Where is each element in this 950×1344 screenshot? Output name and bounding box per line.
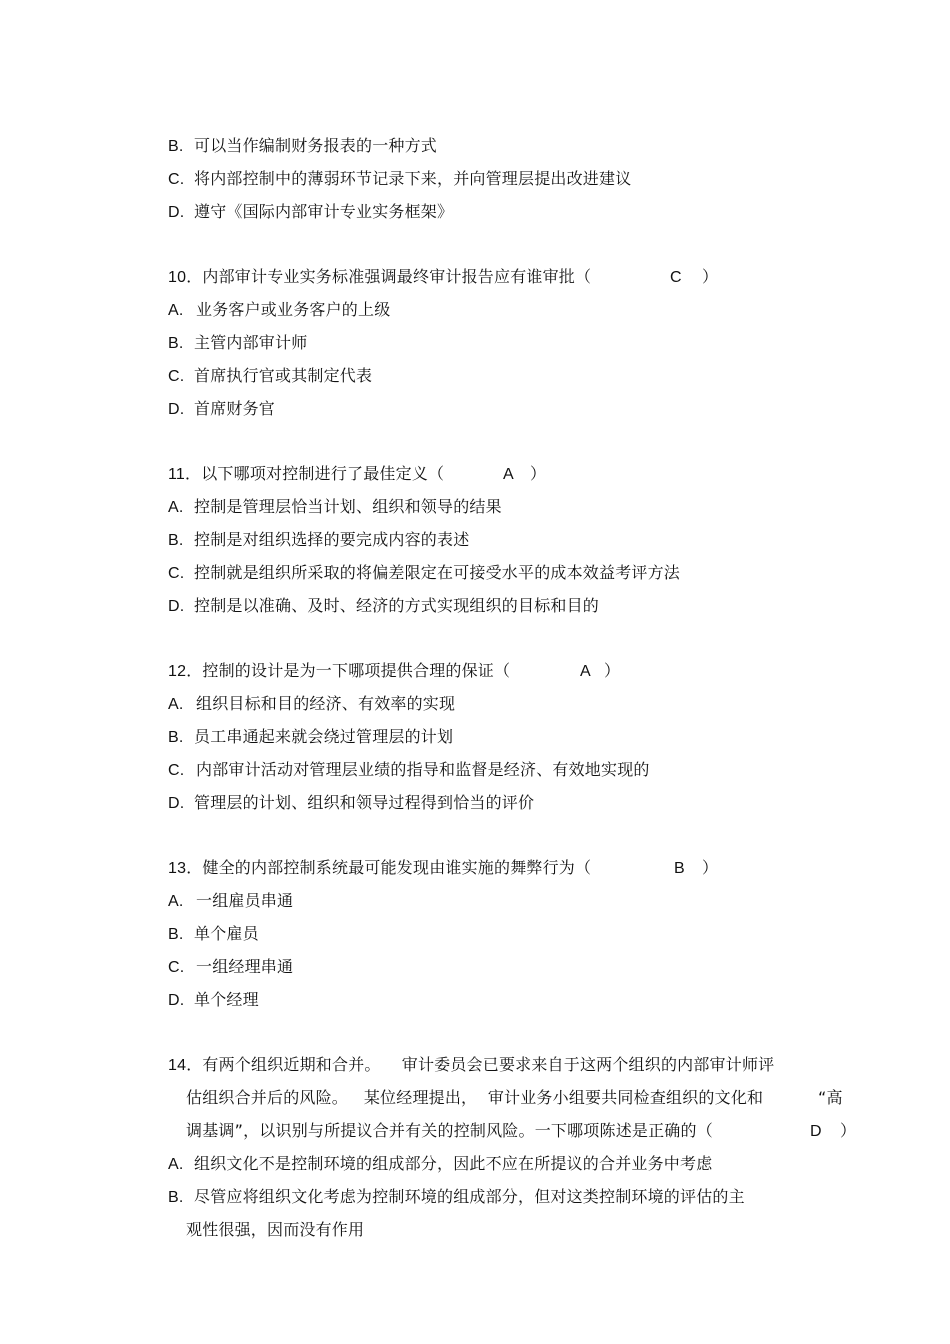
question-number: 11． [168,466,202,483]
option-letter: B. [168,1189,184,1206]
option-12-a [168,694,455,715]
question-text: 调基调”，以识别与所提议合并有关的控制风险。一下哪项陈述是正确的（ [186,1121,713,1140]
answer-letter: A [580,663,591,680]
option-12-b [168,727,453,748]
option-text: 单个雇员 [194,924,259,943]
question-14-stem-line-3 [186,1121,713,1141]
option-text: 内部审计活动对管理层业绩的指导和监督是经济、有效地实现的 [196,760,650,779]
option-letter: B. [168,335,184,352]
option-13-a [168,891,293,912]
question-14-stem-line-1 [168,1055,774,1076]
question-12-close: ） [604,661,621,680]
option-letter: C. [168,565,185,582]
question-14-close: ） [840,1121,857,1140]
option-12-d [168,793,534,814]
question-14-answer [810,1121,822,1142]
option-14-b [168,1187,745,1208]
option-14-b-continued [186,1220,364,1240]
option-text: 主管内部审计师 [194,333,308,352]
question-text: 控制的设计是为一下哪项提供合理的保证（ [202,661,511,680]
question-11-stem [168,464,444,485]
option-text: 首席财务官 [194,399,276,418]
answer-letter: C [670,269,682,286]
answer-letter: B [674,860,685,877]
option-letter: D. [168,795,185,812]
question-12-stem [168,661,510,682]
question-text: 健全的内部控制系统最可能发现由谁实施的舞弊行为（ [202,858,592,877]
question-12-answer [580,661,591,682]
question-text: “高 [818,1088,843,1107]
option-text: 单个经理 [194,990,259,1009]
question-11-answer [503,464,514,485]
question-13-answer [674,858,685,879]
option-prev-d [168,202,453,223]
option-10-b [168,333,307,354]
option-letter: B. [168,138,184,155]
option-text: 组织目标和目的经济、有效率的实现 [196,694,456,713]
option-letter: C. [168,959,185,976]
question-number: 14． [168,1057,203,1074]
option-text: 将内部控制中的薄弱环节记录下来，并向管理层提出改进建议 [194,169,632,188]
option-letter: B. [168,926,184,943]
option-10-d [168,399,275,420]
option-letter: D. [168,204,185,221]
option-letter: A. [168,893,184,910]
option-letter: A. [168,1156,184,1173]
option-text: 员工串通起来就会绕过管理层的计划 [194,727,454,746]
option-letter: D. [168,598,185,615]
option-text: 控制是对组织选择的要完成内容的表述 [194,530,470,549]
option-text: 可以当作编制财务报表的一种方式 [194,136,438,155]
option-12-c [168,760,650,781]
question-14-stem-line-2-end [818,1088,843,1108]
question-number: 13． [168,860,203,877]
answer-letter: D [810,1123,822,1140]
question-10-answer [670,267,682,288]
option-letter: D. [168,401,185,418]
option-text: 业务客户或业务客户的上级 [196,300,391,319]
option-letter: C. [168,171,185,188]
option-text: 观性很强，因而没有作用 [186,1220,365,1239]
option-letter: C. [168,762,185,779]
option-11-a [168,497,502,518]
question-13-stem [168,858,591,879]
option-text: 组织文化不是控制环境的组成部分，因此不应在所提议的合并业务中考虑 [194,1154,713,1173]
question-14-stem-line-2 [186,1088,763,1108]
option-11-d [168,596,599,617]
option-letter: B. [168,532,184,549]
option-13-d [168,990,259,1011]
option-11-b [168,530,469,551]
option-text: 管理层的计划、组织和领导过程得到恰当的评价 [194,793,535,812]
question-number: 12． [168,663,203,680]
question-text: 内部审计专业实务标准强调最终审计报告应有谁审批（ [202,267,592,286]
option-13-b [168,924,259,945]
question-text: 以下哪项对控制进行了最佳定义（ [201,464,445,483]
option-11-c [168,563,680,584]
option-13-c [168,957,293,978]
question-11-close: ） [530,464,547,483]
option-text: 控制就是组织所采取的将偏差限定在可接受水平的成本效益考评方法 [194,563,681,582]
option-letter: A. [168,499,184,516]
option-prev-b [168,136,437,157]
option-letter: B. [168,729,184,746]
option-text: 一组经理串通 [196,957,294,976]
question-text: 估组织合并后的风险。 某位经理提出， 审计业务小组要共同检查组织的文化和 [186,1088,764,1107]
question-10-stem [168,267,591,288]
answer-letter: A [503,466,514,483]
option-letter: C. [168,368,185,385]
option-letter: D. [168,992,185,1009]
option-10-c [168,366,372,387]
option-text: 控制是以准确、及时、经济的方式实现组织的目标和目的 [194,596,600,615]
option-text: 一组雇员串通 [196,891,294,910]
option-letter: A. [168,696,184,713]
option-14-a [168,1154,712,1175]
option-prev-c [168,169,631,190]
option-text: 遵守《国际内部审计专业实务框架》 [194,202,454,221]
question-10-close: ） [702,267,719,286]
option-text: 控制是管理层恰当计划、组织和领导的结果 [194,497,502,516]
option-text: 尽管应将组织文化考虑为控制环境的组成部分，但对这类控制环境的评估的主 [194,1187,745,1206]
question-13-close: ） [702,858,719,877]
option-10-a [168,300,390,321]
question-text: 有两个组织近期和合并。 审计委员会已要求来自于这两个组织的内部审计师评 [202,1055,775,1074]
option-text: 首席执行官或其制定代表 [194,366,373,385]
question-number: 10． [168,269,203,286]
option-letter: A. [168,302,184,319]
